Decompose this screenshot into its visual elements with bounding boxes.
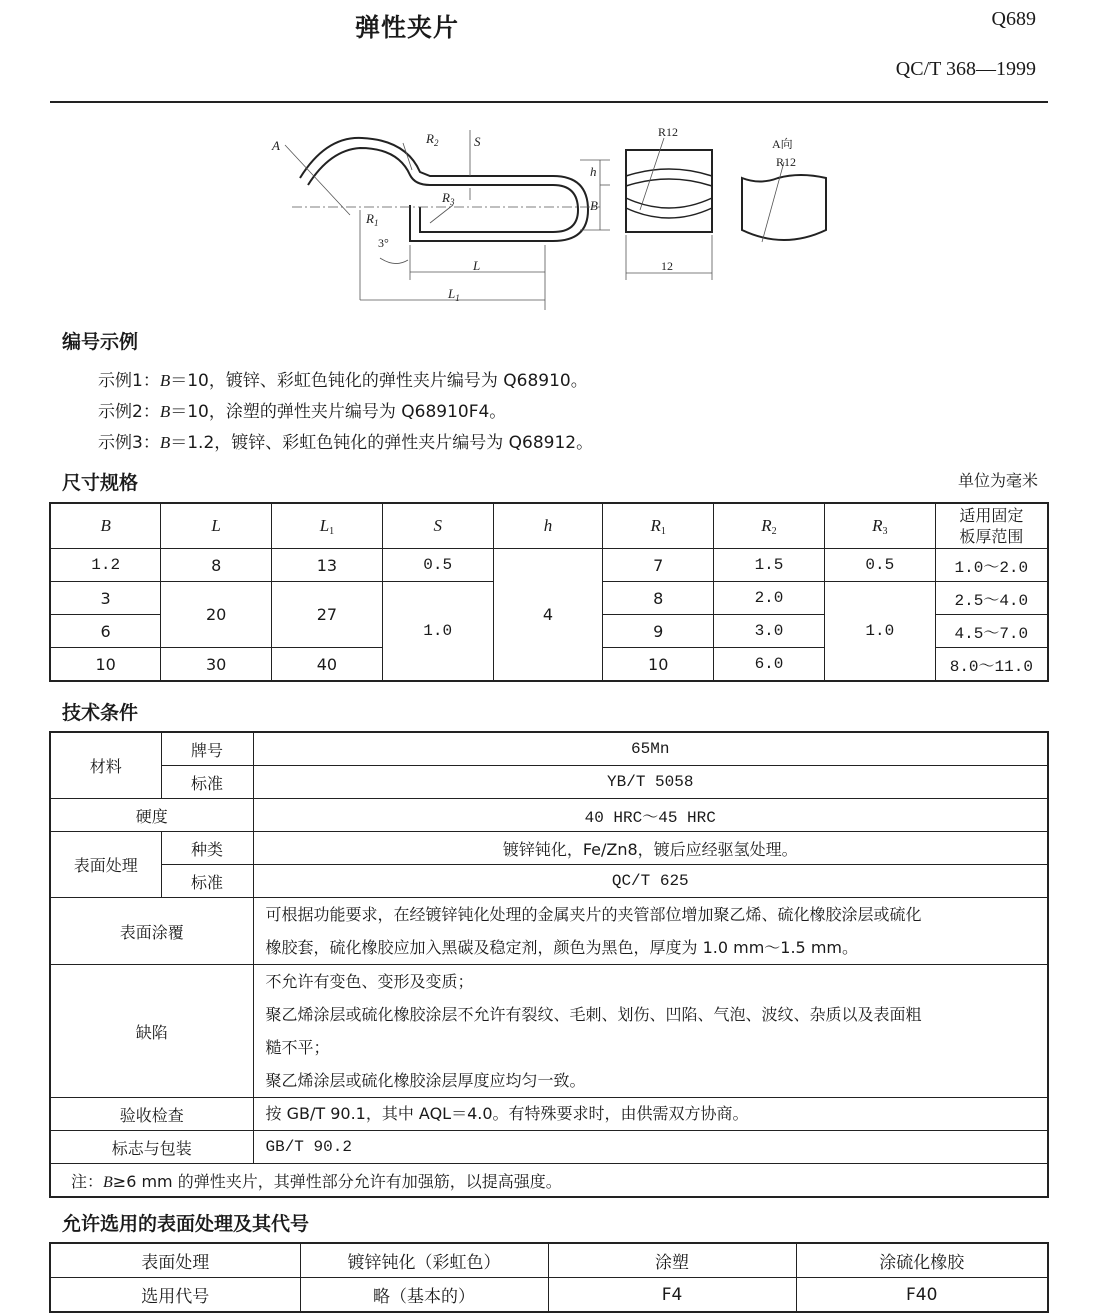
cell-coating-value: 可根据功能要求，在经镀锌钝化处理的金属夹片的夹管部位增加聚乙烯、硫化橡胶涂层或硫化 橡胶套，硫化橡胶应加入黑碳及稳定剂，颜色为黑色，厚度为 1.0 mm～1.5 mm。: [253, 898, 1048, 965]
header-rule: [50, 101, 1048, 103]
cell-l1: 40: [272, 648, 383, 682]
header-r1: $R_1$: [603, 503, 714, 549]
cell-marking-value: GB/T 90.2: [253, 1131, 1048, 1164]
clip-drawing: [0, 110, 1100, 315]
page-title: 弹性夹片: [355, 13, 460, 42]
label-b: B: [590, 198, 598, 213]
cell-material: 材料: [50, 732, 161, 799]
standard-number: QC/T 368—1999: [895, 58, 1036, 80]
cell-l: 8: [161, 549, 272, 582]
cell-code-rubber: F40: [796, 1278, 1048, 1313]
example-2: 示例2：B＝10，涂塑的弹性夹片编号为 Q68910F4。: [98, 402, 507, 422]
header-b: B: [50, 503, 161, 549]
cell-l: 20: [161, 582, 272, 648]
tech-table: [49, 731, 1049, 1198]
cell-r2: 2.0: [714, 582, 825, 615]
cell-b: 10: [50, 648, 161, 682]
tech-heading: 技术条件: [62, 702, 139, 724]
cell-h: 4: [493, 549, 603, 682]
header-h: h: [493, 503, 603, 549]
cell-r2: 6.0: [714, 648, 825, 682]
cell-l: 30: [161, 648, 272, 682]
label-width-12: 12: [661, 259, 673, 273]
options-table: [49, 1242, 1049, 1313]
label-angle: 3°: [378, 236, 389, 250]
label-l1: $L_1$: [448, 286, 460, 303]
cell-l1: 27: [272, 582, 383, 648]
cell-s: 0.5: [382, 549, 493, 582]
unit-note: 单位为毫米: [957, 471, 1038, 490]
label-h: h: [590, 164, 597, 179]
cell-b: 6: [50, 615, 161, 648]
part-code: Q689: [991, 8, 1036, 30]
cell-code-zinc: 略（基本的）: [300, 1278, 548, 1313]
cell-s: 1.0: [382, 582, 493, 682]
cell-inspection: 验收检查: [50, 1098, 253, 1131]
label-a: A: [272, 138, 280, 153]
cell-inspection-value: 按 GB/T 90.1，其中 AQL＝4.0。有特殊要求时，由供需双方协商。: [253, 1098, 1048, 1131]
dimensions-table: [49, 502, 1049, 682]
cell-defect: 缺陷: [50, 965, 253, 1098]
cell-b: 1.2: [50, 549, 161, 582]
cell-surface: 表面处理: [50, 832, 161, 898]
cell-option-plastic: 涂塑: [548, 1243, 796, 1278]
label-r12-view: R12: [776, 155, 797, 169]
cell-defect-value: 不允许有变色、变形及变质； 聚乙烯涂层或硫化橡胶涂层不允许有裂纹、毛刺、划伤、凹陷、气泡、波纹、杂质以及表面粗 糙不平； 聚乙烯涂层或硫化橡胶涂层厚度应均匀一致。: [253, 965, 1048, 1098]
cell-hardness: 硬度: [50, 799, 253, 832]
cell-range: 4.5～7.0: [935, 615, 1048, 648]
label-r12-side: R12: [658, 125, 679, 139]
header-r2: $R_2$: [714, 503, 825, 549]
cell-hardness-value: 40 HRC～45 HRC: [253, 799, 1048, 832]
label-l: L: [473, 258, 481, 273]
cell-r1: 8: [603, 582, 714, 615]
cell-r3: 0.5: [824, 549, 935, 582]
cell-r3: 1.0: [824, 582, 935, 682]
cell-brand-value: 65Mn: [253, 732, 1048, 766]
cell-kind: 种类: [161, 832, 253, 865]
cell-r2: 1.5: [714, 549, 825, 582]
cell-material-std: 标准: [161, 766, 253, 799]
header-r3: $R_3$: [824, 503, 935, 549]
cell-r2: 3.0: [714, 615, 825, 648]
label-view-a: A向: [772, 137, 793, 151]
cell-r1: 9: [603, 615, 714, 648]
cell-brand: 牌号: [161, 732, 253, 766]
cell-r1: 10: [603, 648, 714, 682]
cell-range: 1.0～2.0: [935, 549, 1048, 582]
label-r3: $R_3$: [442, 190, 455, 207]
cell-kind-value: 镀锌钝化，Fe/Zn8，镀后应经驱氢处理。: [253, 832, 1048, 865]
header-range: 适用固定 板厚范围: [935, 503, 1048, 549]
dimensions-heading: 尺寸规格: [62, 472, 139, 494]
example-1: 示例1：B＝10，镀锌、彩虹色钝化的弹性夹片编号为 Q68910。: [98, 371, 588, 391]
label-r2: $R_2$: [426, 131, 439, 148]
cell-l1: 13: [272, 549, 383, 582]
cell-material-std-value: YB/T 5058: [253, 766, 1048, 799]
cell-code-plastic: F4: [548, 1278, 796, 1313]
cell-note: 注：B≥6 mm 的弹性夹片，其弹性部分允许有加强筋，以提高强度。: [50, 1164, 1048, 1198]
header-s: S: [382, 503, 493, 549]
cell-range: 8.0～11.0: [935, 648, 1048, 682]
options-heading: 允许选用的表面处理及其代号: [62, 1213, 310, 1235]
cell-option-label: 表面处理: [50, 1243, 300, 1278]
cell-surface-std: 标准: [161, 865, 253, 898]
header-l1: $L_1$: [272, 503, 383, 549]
examples-heading: 编号示例: [62, 331, 139, 353]
cell-b: 3: [50, 582, 161, 615]
cell-coating: 表面涂覆: [50, 898, 253, 965]
cell-option-zinc: 镀锌钝化（彩虹色）: [300, 1243, 548, 1278]
label-s: S: [474, 134, 481, 149]
cell-code-label: 选用代号: [50, 1278, 300, 1313]
cell-r1: 7: [603, 549, 714, 582]
header-l: L: [161, 503, 272, 549]
cell-option-rubber: 涂硫化橡胶: [796, 1243, 1048, 1278]
label-r1: $R_1$: [366, 211, 379, 228]
cell-surface-std-value: QC/T 625: [253, 865, 1048, 898]
example-3: 示例3：B＝1.2，镀锌、彩虹色钝化的弹性夹片编号为 Q68912。: [98, 433, 594, 453]
cell-range: 2.5～4.0: [935, 582, 1048, 615]
cell-marking: 标志与包装: [50, 1131, 253, 1164]
